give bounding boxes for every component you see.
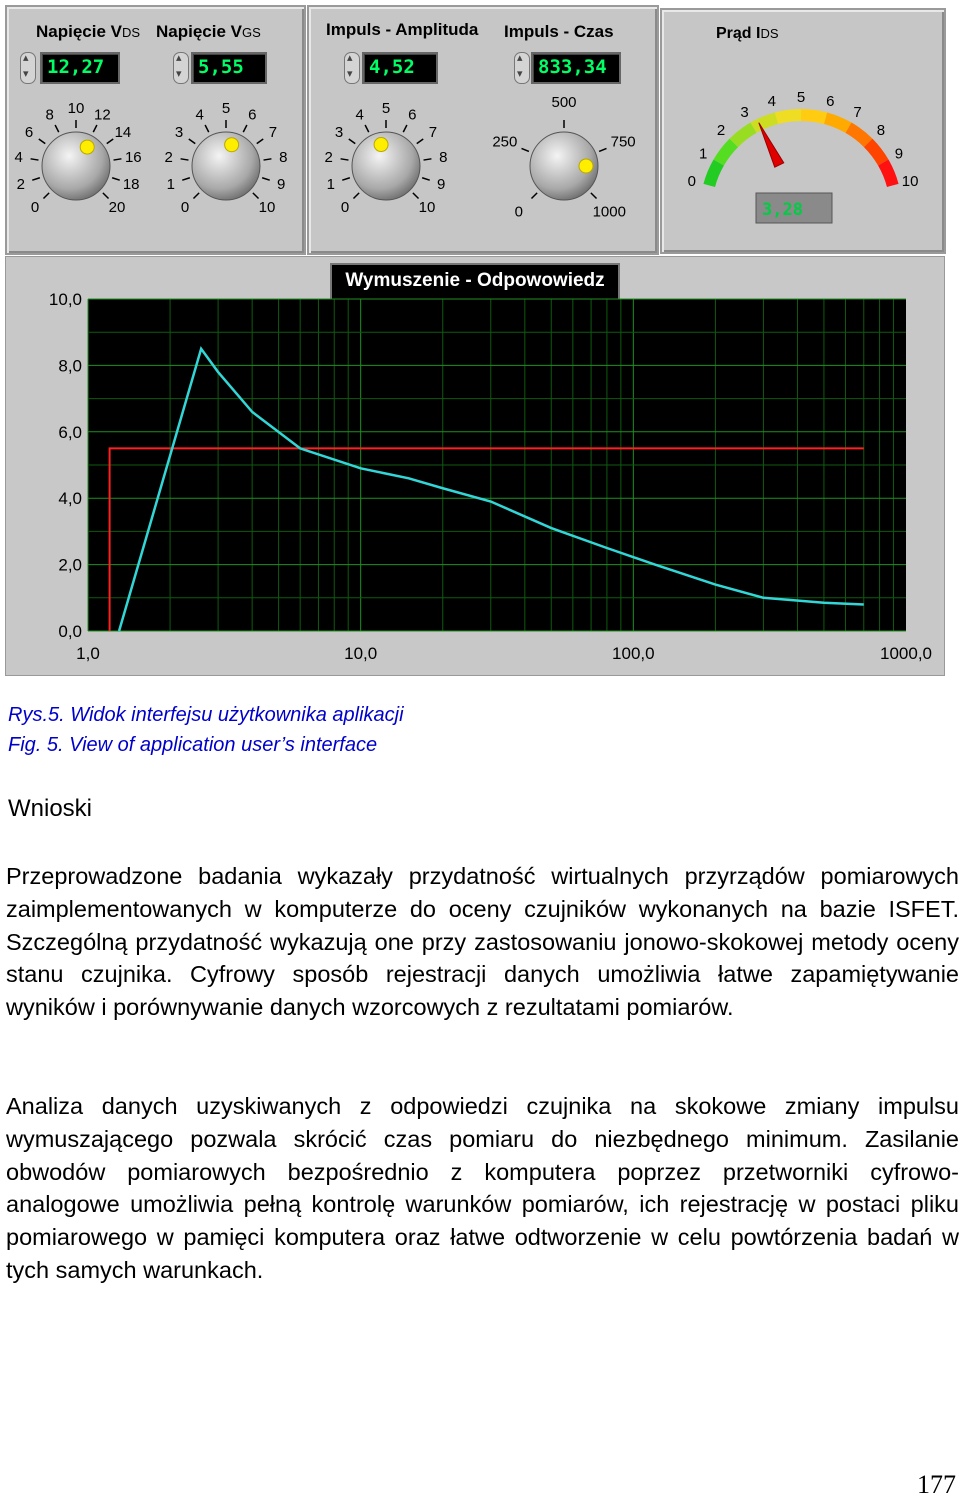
amplitude-tick-mark [422, 178, 430, 180]
ids-scale-label: 7 [853, 104, 862, 122]
figure-caption-pl: Rys.5. Widok interfejsu użytkownika aplikacji [8, 704, 404, 726]
ids-meter-arc-segment [883, 163, 892, 186]
vds-numeric-display[interactable] [40, 52, 120, 84]
vds-scale-label: 6 [24, 123, 34, 141]
amplitude-tick-mark [365, 125, 369, 132]
time-numeric-display[interactable] [531, 52, 621, 84]
vgs-scale-label: 1 [166, 175, 176, 193]
time-scale-label: 500 [551, 94, 577, 111]
vgs-scale-label: 10 [258, 199, 276, 217]
ids-meter [662, 60, 940, 235]
vgs-tick-mark [243, 125, 247, 132]
vds-knob-body[interactable] [42, 132, 110, 200]
time-scale-label: 250 [492, 133, 518, 151]
y-tick-label: 4,0 [58, 489, 82, 509]
vgs-scale-label: 7 [268, 123, 278, 141]
vds-tick-mark [114, 159, 122, 160]
amplitude-knob-indicator [374, 138, 388, 152]
ids-scale-label: 5 [796, 89, 806, 106]
amplitude-tick-mark [349, 139, 355, 144]
ids-meter-arc-segment [826, 118, 849, 127]
ids-scale-label: 6 [826, 92, 835, 110]
y-tick-label: 6,0 [58, 422, 82, 442]
vgs-knob-indicator [225, 138, 239, 152]
ids-scale-label: 10 [901, 172, 919, 190]
amplitude-scale-label: 4 [355, 106, 364, 124]
x-tick-label: 1,0 [76, 644, 100, 663]
amplitude-knob[interactable] [320, 86, 460, 236]
time-tick-mark [522, 148, 529, 151]
amplitude-scale-label: 6 [408, 106, 417, 124]
amplitude-tick-mark [417, 139, 423, 144]
y-tick-label: 10,0 [48, 290, 82, 309]
vds-scale-label: 0 [30, 199, 40, 217]
amplitude-scale-label: 10 [418, 199, 436, 217]
vgs-tick-mark [264, 159, 272, 160]
time-scale-label: 0 [514, 203, 523, 221]
vgs-tick-mark [181, 159, 189, 160]
vds-tick-mark [55, 125, 59, 132]
vds-tick-mark [112, 178, 120, 180]
amplitude-scale-label: 9 [436, 175, 446, 193]
vgs-scale-label: 9 [276, 175, 286, 193]
time-knob-indicator [579, 159, 593, 173]
ids-scale-label: 0 [687, 172, 697, 190]
vds-scale-label: 2 [16, 175, 26, 193]
paragraph-2: Analiza danych uzyskiwanych z odpowiedzi czujnika na skokowe zmiany impulsu wymuszającego pozwala skrócić czas pomiaru do niezbędnego minimum. Zasilanie obwodów pomiarowych bezpośrednio z komputera poprzez przetworniki cyfrowo-analogowe umożliwia pełną kontrolę warunków pomiarów, ich rejestrację w postaci pliku pomiarowego w pamięci komputera oraz łatwe odtworzenie w celu powtórzenia badań w tych samych warunkach. [6, 1093, 959, 1283]
vds-tick-mark [93, 125, 97, 132]
amplitude-value: 4,52 [369, 56, 415, 78]
amplitude-tick-mark [424, 159, 432, 160]
amplitude-scale-label: 3 [334, 123, 344, 141]
amplitude-spinner[interactable] [344, 52, 360, 84]
ids-scale-label: 9 [894, 145, 904, 163]
y-tick-label: 8,0 [58, 356, 82, 376]
vgs-scale-label: 8 [279, 148, 288, 166]
ids-meter-arc-segment [868, 143, 883, 163]
vds-tick-mark [107, 139, 113, 144]
ids-scale-label: 1 [698, 145, 708, 163]
x-tick-label: 10,0 [344, 644, 378, 663]
time-tick-mark [599, 148, 606, 151]
ids-label [716, 25, 779, 43]
vgs-tick-mark [253, 193, 259, 199]
amplitude-scale-label: 7 [428, 123, 438, 141]
y-tick-label: 2,0 [58, 555, 82, 575]
time-knob[interactable] [488, 86, 648, 236]
figure-caption-en: Fig. 5. View of application user’s interface [8, 734, 378, 756]
vgs-scale-label: 4 [195, 106, 204, 124]
vds-label-main: Napięcie V [36, 22, 122, 41]
amplitude-scale-label: 8 [439, 148, 448, 166]
amplitude-numeric-display[interactable] [362, 52, 438, 84]
time-tick-mark [531, 193, 537, 199]
vds-scale-label: 4 [14, 148, 23, 166]
chart-title: Wymuszenie - Odpowowiedz [330, 263, 620, 301]
response-chart [5, 256, 943, 674]
x-tick-label: 100,0 [612, 644, 655, 663]
time-scale-label: 750 [610, 133, 636, 151]
vgs-scale-label: 0 [180, 199, 190, 217]
ids-meter-arc-segment [754, 118, 777, 127]
vgs-tick-mark [205, 125, 209, 132]
ids-scale-label: 4 [767, 92, 776, 110]
vds-label-sub: DS [122, 25, 141, 40]
ids-scale-label: 8 [876, 122, 886, 140]
vds-scale-label: 20 [108, 199, 126, 217]
ids-meter-needle [759, 123, 784, 167]
section-heading: Wnioski [8, 795, 93, 822]
vgs-scale-label: 2 [164, 148, 173, 166]
vgs-tick-mark [189, 139, 195, 144]
vds-scale-label: 8 [45, 106, 54, 124]
vds-scale-label: 10 [67, 100, 85, 117]
vgs-scale-label: 5 [221, 100, 231, 117]
amplitude-scale-label: 5 [381, 100, 391, 117]
vgs-knob[interactable] [160, 86, 300, 236]
vgs-numeric-display[interactable] [191, 52, 267, 84]
time-label: Impuls - Czas [504, 22, 614, 41]
vds-tick-mark [39, 139, 45, 144]
ids-meter-arc-segment [734, 128, 754, 143]
amplitude-scale-label: 2 [324, 148, 333, 166]
amplitude-tick-mark [413, 193, 419, 199]
amplitude-tick-mark [403, 125, 407, 132]
vgs-label [156, 22, 261, 42]
ids-readout-value: 3,28 [762, 200, 803, 220]
ids-meter-arc-segment [719, 143, 734, 163]
vgs-tick-mark [257, 139, 263, 144]
ids-meter-arc-segment [849, 128, 869, 143]
vds-scale-label: 18 [122, 175, 140, 193]
vgs-scale-label: 3 [174, 123, 184, 141]
ids-meter-arc-segment [801, 115, 826, 118]
page-number: 177 [917, 1470, 956, 1499]
amplitude-scale-label: 0 [340, 199, 350, 217]
amplitude-scale-label: 1 [326, 175, 336, 193]
paragraph-1: Przeprowadzone badania wykazały przydatność wirtualnych przyrządów pomiarowych zaimplementowanych w komputerze do oceny czujników wykonanych na bazie ISFET. Szczególną przydatność wykazują one przy zastosowaniu jonowo-skokowej metody oceny stanu czujnika. Cyfrowy sposób rejestracji danych umożliwia łatwe zapamiętywanie wyników i porównywanie danych wzorcowych z rezultatami pomiarów. [6, 863, 959, 1021]
vgs-scale-label: 6 [248, 106, 257, 124]
vds-scale-label: 16 [124, 148, 142, 166]
vds-knob-indicator [80, 140, 94, 154]
vds-scale-label: 12 [93, 106, 111, 124]
time-tick-mark [591, 193, 597, 199]
ids-scale-label: 3 [740, 104, 749, 122]
amplitude-tick-mark [353, 193, 359, 199]
y-tick-label: 0,0 [58, 622, 82, 641]
time-spinner[interactable] [514, 52, 530, 84]
ids-meter-arc-segment [776, 115, 801, 118]
ids-label-sub: DS [760, 26, 779, 41]
vds-knob[interactable] [10, 86, 150, 236]
ids-meter-arc-segment [709, 163, 718, 186]
vds-value: 12,27 [47, 56, 105, 78]
x-tick-label: 1000,0 [880, 644, 932, 663]
time-scale-label: 1000 [592, 203, 626, 221]
vgs-spinner[interactable] [173, 52, 189, 84]
vds-spinner[interactable] [20, 52, 36, 84]
vds-tick-mark [32, 178, 40, 180]
amplitude-tick-mark [341, 159, 349, 160]
vgs-label-main: Napięcie V [156, 22, 242, 41]
amplitude-tick-mark [342, 178, 350, 180]
vds-scale-label: 14 [114, 123, 132, 141]
vgs-tick-mark [262, 178, 270, 180]
time-value: 833,34 [538, 56, 607, 78]
vgs-label-sub: GS [242, 25, 261, 40]
vds-tick-mark [31, 159, 39, 160]
vds-tick-mark [103, 193, 109, 199]
vds-tick-mark [43, 193, 49, 199]
ids-scale-label: 2 [716, 122, 726, 140]
vgs-tick-mark [182, 178, 190, 180]
vds-label [36, 22, 140, 42]
vgs-value: 5,55 [198, 56, 244, 78]
amplitude-label: Impuls - Amplituda [326, 20, 479, 39]
ids-label-main: Prąd I [716, 25, 761, 42]
vgs-tick-mark [193, 193, 199, 199]
